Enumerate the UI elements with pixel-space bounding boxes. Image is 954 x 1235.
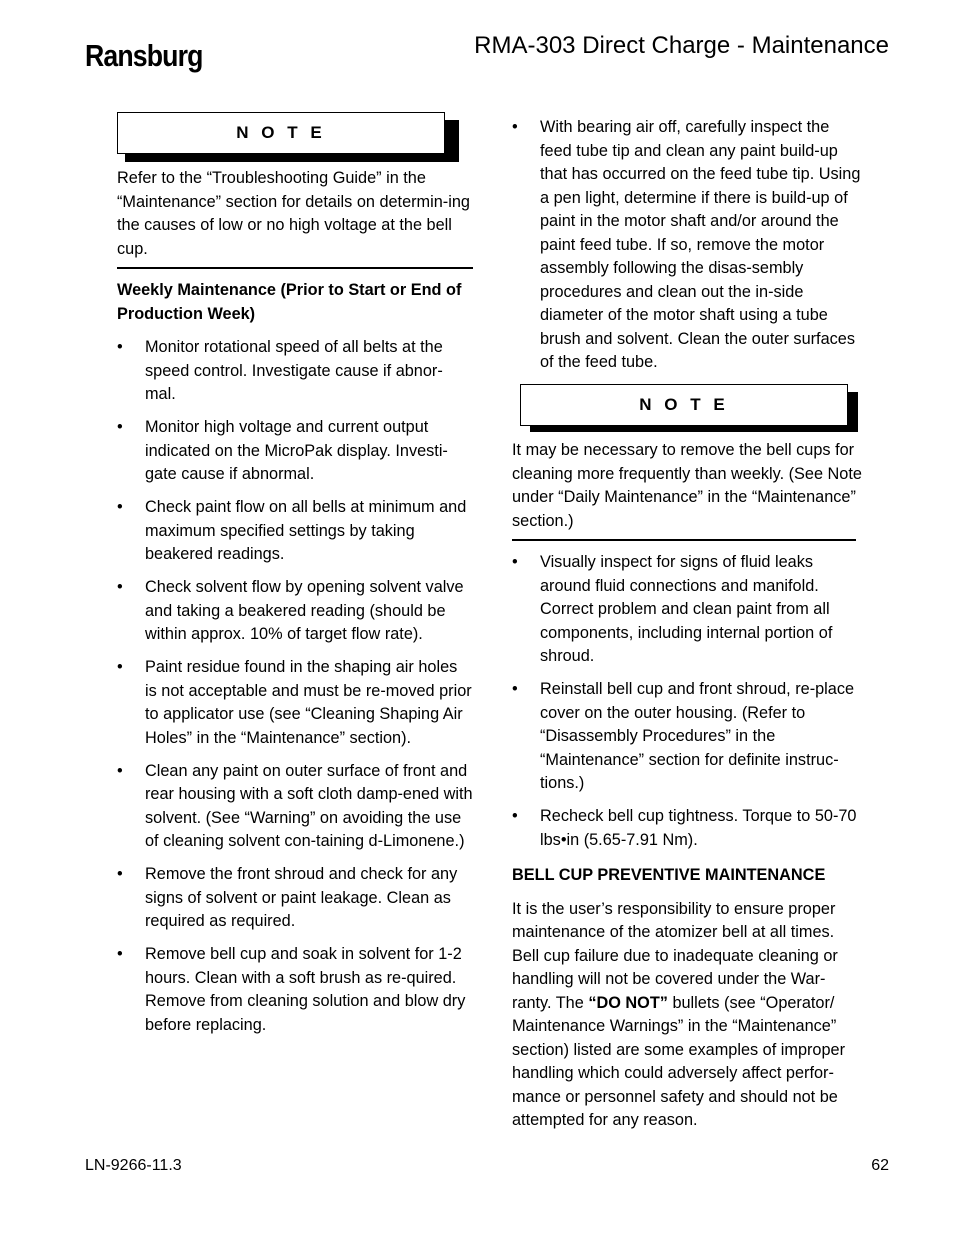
note-text: It may be necessary to remove the bell cups for cleaning more frequently than weekly. (See Note under “Daily Maintenance” in the “Maintenance” section.) [512, 441, 862, 530]
list-item: • Visually inspect for signs of fluid leaks around fluid connections and manifold. Correct problem and clean paint from all components, including internal portion of shroud. [512, 551, 864, 669]
note-label: N O T E [520, 384, 848, 426]
list-item: • Check solvent flow by opening solvent valve and taking a beakered reading (should be within approx. 10% of target flow rate). [117, 576, 473, 647]
bell-cup-text-2: bullets (see “Operator/ Maintenance Warnings” in the “Maintenance” section) listed are some examples of improper handling which could adversely affect perfor-mance or personnel safety and should not be attempted for any reason. [512, 993, 846, 1129]
right-column [512, 116, 864, 1133]
bell-cup-paragraph [512, 898, 864, 1133]
weekly-maintenance-heading: Weekly Maintenance (Prior to Start or End of Production Week) [117, 281, 462, 323]
list-item: • Paint residue found in the shaping air holes is not acceptable and must be re-moved prior to applicator use (see “Cleaning Shaping Air Holes” in the “Maintenance” section). [117, 656, 473, 750]
page-title: RMA-303 Direct Charge - Maintenance [474, 32, 889, 59]
list-item: • Clean any paint on outer surface of front and rear housing with a soft cloth damp-ened with solvent. (See “Warning” on avoiding the use of cleaning solvent con-taining d-Limonene.) [117, 760, 473, 854]
note-divider [117, 267, 473, 269]
note-label: N O T E [117, 112, 445, 154]
page-number: 62 [871, 1157, 889, 1174]
feed-tube-list [512, 116, 864, 375]
note-box-left [117, 112, 473, 164]
list-item: • Recheck bell cup tightness. Torque to 50-70 lbs•in (5.65-7.91 Nm). [512, 805, 864, 852]
list-item: • With bearing air off, carefully inspect the feed tube tip and clean any paint build-up that has occurred on the feed tube tip. Using a pen light, determine if there is build-up of paint in the motor shaft and/or around the paint feed tube. If so, remove the motor assembly following the disas-sembly procedures and clean out the in-side diameter of the motor shaft using a tube brush and solvent. Clean the outer surfaces of the feed tube. [512, 116, 864, 375]
note-box-right [512, 384, 864, 436]
ransburg-logo: Ransburg [85, 38, 203, 73]
note-text: Refer to the “Troubleshooting Guide” in the “Maintenance” section for details on determin-ing the causes of low or no high voltage at the bell cup. [117, 169, 470, 258]
note-divider [512, 539, 856, 541]
left-column [117, 112, 473, 1047]
do-not-emphasis: “DO NOT” [588, 993, 668, 1012]
bell-cup-heading: BELL CUP PREVENTIVE MAINTENANCE [512, 866, 826, 884]
weekly-maintenance-list [117, 336, 473, 1037]
document-number: LN-9266-11.3 [85, 1157, 182, 1174]
inspection-list [512, 551, 864, 852]
list-item: • Remove the front shroud and check for any signs of solvent or paint leakage. Clean as required as required. [117, 863, 473, 934]
list-item: • Check paint flow on all bells at minimum and maximum specified settings by taking beakered readings. [117, 496, 473, 567]
bell-cup-text-1: It is the user’s responsibility to ensure proper maintenance of the atomizer bell at all times. Bell cup failure due to inadequate cleaning or handling will not be covered under the War-ranty. The [512, 899, 838, 1012]
list-item: • Monitor rotational speed of all belts at the speed control. Investigate cause if abnor-mal. [117, 336, 473, 407]
list-item: • Reinstall bell cup and front shroud, re-place cover on the outer housing. (Refer to “Disassembly Procedures” in the “Maintenance” section for definite instruc-tions.) [512, 678, 864, 796]
list-item: • Monitor high voltage and current output indicated on the MicroPak display. Investi-gate cause if abnormal. [117, 416, 473, 487]
list-item: • Remove bell cup and soak in solvent for 1-2 hours. Clean with a soft brush as re-quired. Remove from cleaning solution and blow dry before replacing. [117, 943, 473, 1037]
